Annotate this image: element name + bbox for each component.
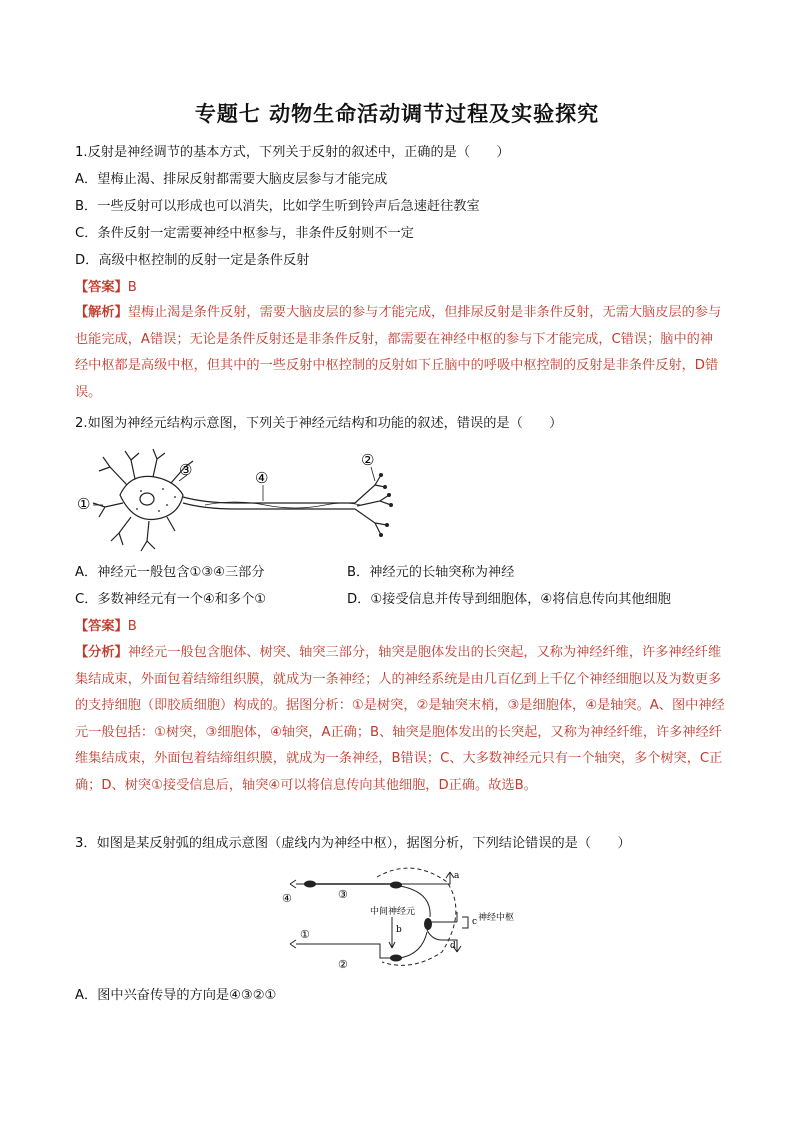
q2-stem: 2.如图为神经元结构示意图，下列关于神经元结构和功能的叙述，错误的是（ ）	[75, 416, 563, 431]
q2-option-b: B．神经元的长轴突称为神经	[347, 565, 515, 580]
q1-option-b: B．一些反射可以形成也可以消失，比如学生听到铃声后急速赶往教室	[75, 199, 480, 214]
neuron-label-2: ②	[361, 451, 375, 469]
q1-option-d: D．高级中枢控制的反射一定是条件反射	[75, 253, 310, 268]
q1-answer	[75, 278, 137, 298]
q1-option-a: A．望梅止渴、排尿反射都需要大脑皮层参与才能完成	[75, 172, 388, 187]
reflex-label-d: d	[450, 941, 456, 951]
q2-option-a: A．神经元一般包含①③④三部分	[75, 565, 265, 580]
q1-stem: 1.反射是神经调节的基本方式，下列关于反射的叙述中，正确的是（ ）	[75, 145, 510, 160]
neuron-label-1: ①	[77, 495, 91, 513]
q2-answer-value: B	[127, 619, 137, 634]
reflex-label-a: a	[454, 871, 460, 881]
page-title: 专题七 动物生命活动调节过程及实验探究	[194, 101, 600, 126]
neuron-diagram	[75, 445, 395, 555]
reflex-label-2: ②	[338, 958, 348, 971]
reflex-label-b: b	[396, 925, 402, 935]
q1-analysis-text: 望梅止渴是条件反射，需要大脑皮层的参与才能完成，但排尿反射是非条件反射，无需大脑皮层的参与也能完成，A错误；无论是条件反射还是非条件反射，都需要在神经中枢的参与下才能完成，C错误；脑中的神经中枢都是高级中枢，但其中的一些反射中枢控制的反射如下丘脑中的呼吸中枢控制的反射是非条件反射，D错误。	[75, 305, 722, 400]
q1-analysis-tag: 【解析】	[75, 305, 128, 320]
q3-option-a: A．图中兴奋传导的方向是④③②①	[75, 988, 277, 1003]
reflex-label-c: c	[472, 917, 478, 927]
q2-analysis-tag: 【分析】	[75, 645, 128, 660]
reflex-arc-diagram	[282, 862, 522, 977]
q2-option-c: C．多数神经元有一个④和多个①	[75, 592, 267, 607]
q1-answer-tag: 【答案】	[75, 280, 128, 295]
q2-answer-tag: 【答案】	[75, 619, 128, 634]
q2-analysis	[75, 640, 725, 799]
reflex-label-center: 神经中枢	[478, 913, 515, 923]
reflex-label-3: ③	[338, 888, 348, 901]
q1-analysis	[75, 300, 725, 406]
q2-answer	[75, 617, 137, 637]
q2-option-d: D．①接受信息并传导到细胞体，④将信息传向其他细胞	[347, 592, 671, 607]
q3-stem: 3．如图是某反射弧的组成示意图（虚线内为神经中枢），据图分析，下列结论错误的是（ ）	[75, 836, 631, 851]
reflex-label-1: ①	[300, 928, 310, 941]
reflex-label-interneuron: 中间神经元	[370, 907, 416, 917]
neuron-label-3: ③	[179, 461, 193, 479]
q1-answer-value: B	[127, 280, 137, 295]
neuron-label-4: ④	[255, 469, 269, 487]
q2-analysis-text: 神经元一般包含胞体、树突、轴突三部分，轴突是胞体发出的长突起，又称为神经纤维，许多神经纤维集结成束，外面包着结缔组织膜，就成为一条神经；人的神经系统是由几百亿到上千亿个神经细胞以及为数更多的支持细胞（即胶质细胞）构成的。据图分析：①是树突，②是轴突末梢，③是细胞体，④是轴突。A、图中神经元一般包括：①树突，③细胞体，④轴突，A正确；B、轴突是胞体发出的长突起，又称为神经纤维，许多神经纤维集结成束，外面包着结缔组织膜，就成为一条神经，B错误；C、大多数神经元只有一个轴突，多个树突，C正确；D、树突①接受信息后，轴突④可以将信息传向其他细胞，D正确。故选B。	[75, 645, 725, 793]
reflex-label-4: ④	[282, 892, 292, 905]
q1-option-c: C．条件反射一定需要神经中枢参与，非条件反射则不一定	[75, 226, 414, 241]
